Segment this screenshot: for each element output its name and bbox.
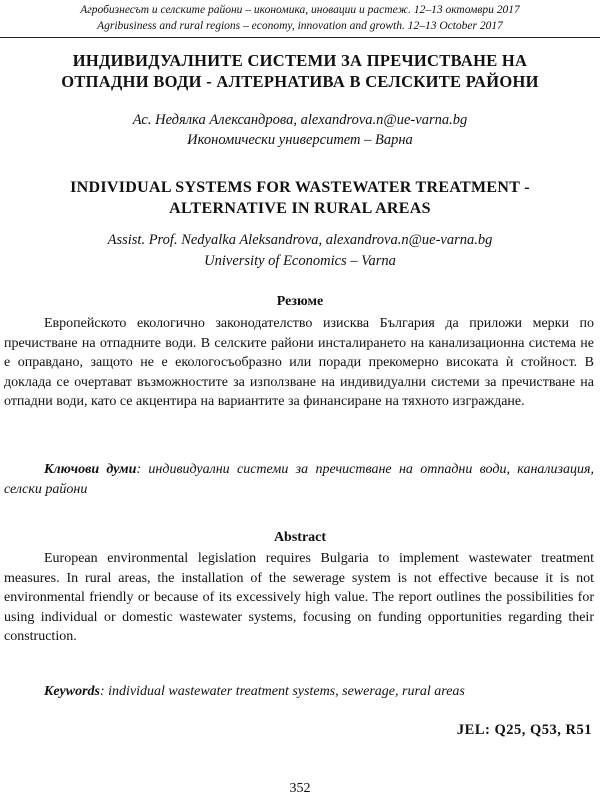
keywords-bg	[4, 460, 594, 499]
keywords-en-text: : individual wastewater treatment systems, sewerage, rural areas	[100, 684, 465, 699]
jel-codes: JEL: Q25, Q53, R51	[456, 722, 592, 738]
keywords-bg-text: : индивидуални системи за пречистване на отпадни води, канализация, селски райони	[4, 462, 595, 497]
running-header	[0, 2, 600, 34]
header-divider	[0, 37, 600, 38]
keywords-en-label: Keywords	[44, 684, 100, 699]
affiliation-bg: Икономически университет – Варна	[187, 132, 413, 148]
paper-title-en-line2: ALTERNATIVE IN RURAL AREAS	[169, 200, 431, 217]
paper-title-en	[10, 177, 590, 219]
paper-title-bg-line1: ИНДИВИДУАЛНИТЕ СИСТЕМИ ЗА ПРЕЧИСТВАНЕ НА	[72, 51, 528, 70]
summary-text: Европейското екологично законодателство изисква България да приложи мерки по пречистване на отпадните води. В селските райони инсталирането на канализационна система не е оправдано, защото не е екологосъобразно или поради прекомерно високата ѝ стойност. В доклада се очертават възможностите за използване на индивидуални системи за пречистване на отпадни води, като се акцентира на вариантите за финансиране на тяхното изграждане.	[4, 316, 594, 409]
author-en: Assist. Prof. Nedyalka Aleksandrova, alexandrova.n@ue-varna.bg	[107, 232, 493, 248]
author-bg: Ас. Недялка Александрова, alexandrova.n@ue-varna.bg	[132, 112, 468, 128]
running-header-en: Agribusiness and rural regions – economy, innovation and growth. 12–13 October 2017	[97, 20, 503, 32]
abstract-text: European environmental legislation requires Bulgaria to implement wastewater treatment measures. In rural areas, the installation of the sewerage system is not effective because it is not environmental friendly or because of its excessively high value. The report outlines the possibilities for using individual or domestic wastewater systems, focusing on funding opportunities regarding their construction.	[4, 551, 594, 644]
keywords-bg-label: Ключови думи	[44, 462, 137, 477]
paper-title-bg	[10, 50, 590, 92]
page-number: 352	[289, 781, 311, 796]
running-header-bg: Агробизнесът и селските райони – икономика, иновации и растеж. 12–13 октомври 2017	[80, 4, 520, 16]
paper-title-en-line1: INDIVIDUAL SYSTEMS FOR WASTEWATER TREATMENT -	[70, 179, 530, 196]
summary-heading: Резюме	[276, 294, 324, 309]
paper-title-bg-line2: ОТПАДНИ ВОДИ - АЛТЕРНАТИВА В СЕЛСКИТЕ РАЙОНИ	[61, 72, 539, 91]
abstract-heading: Abstract	[273, 530, 327, 545]
affiliation-en: University of Economics – Varna	[204, 253, 396, 269]
keywords-en	[4, 682, 594, 702]
